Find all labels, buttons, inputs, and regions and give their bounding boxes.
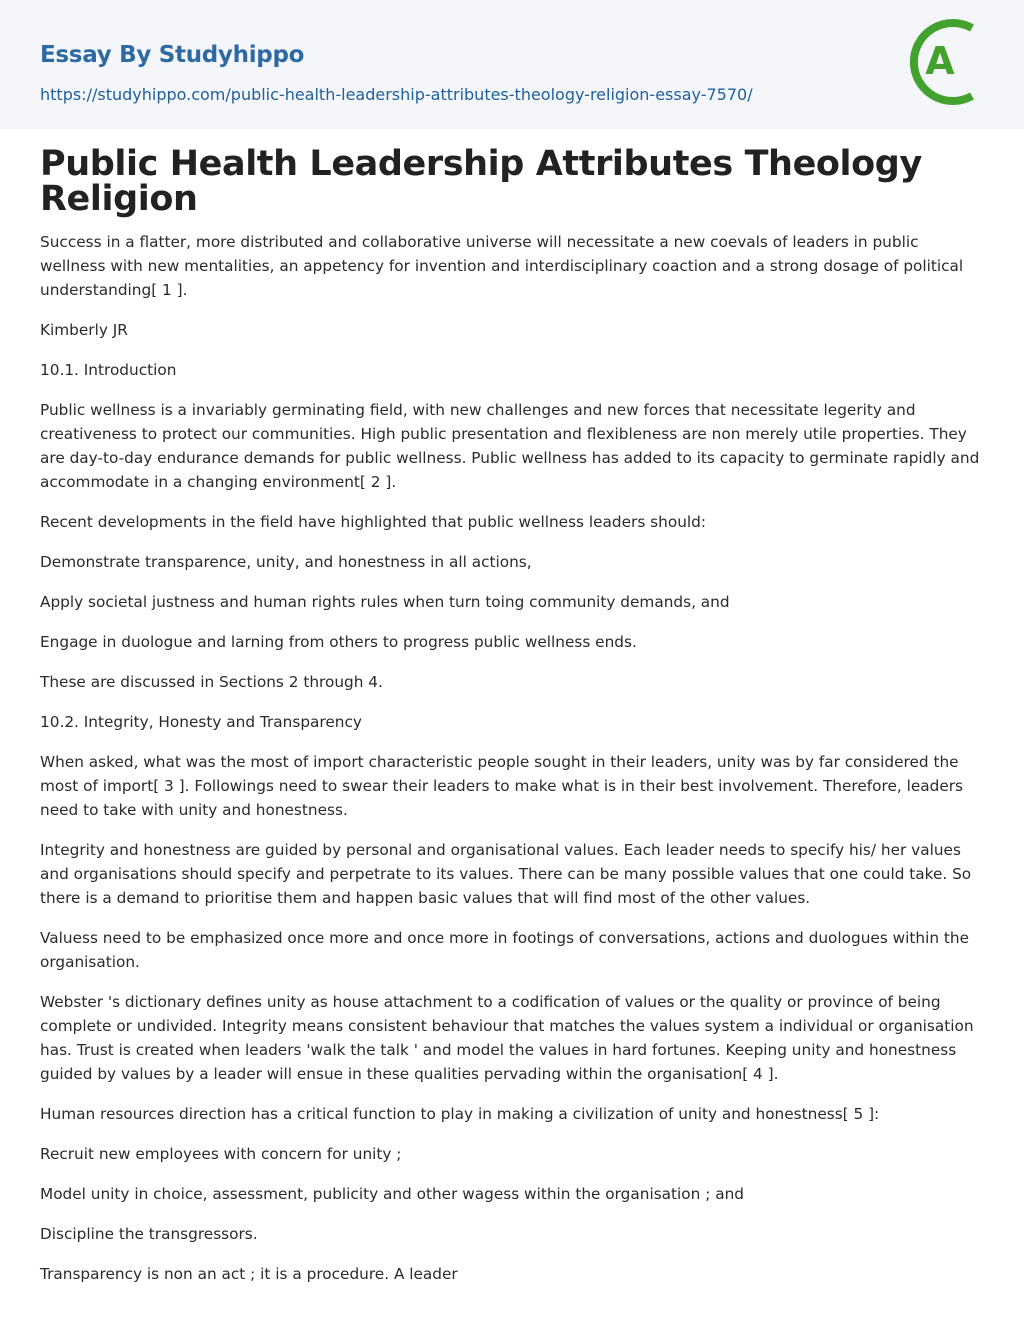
brand-name[interactable]: Essay By Studyhippo	[40, 42, 305, 68]
paragraph: Integrity and honestness are guided by personal and organisational values. Each leader needs to specify his/ her values and organisations should specify and perpetrate to its values. There can be many possible values that one could take. So there is a demand to prioritise them and happen basic values that will find most of the other values.	[40, 841, 972, 907]
site-header	[0, 0, 1024, 129]
logo-letter: A	[925, 39, 955, 83]
author-line: Kimberly JR	[40, 321, 128, 339]
paragraph: Transparency is non an act ; it is a procedure. A leader	[40, 1265, 458, 1283]
paragraph: These are discussed in Sections 2 through 4.	[40, 673, 383, 691]
paragraph: When asked, what was the most of import characteristic people sought in their leaders, unity was by far considered the most of import[ 3 ]. Followings need to swear their leaders to make what is in their best involvement. Therefore, leaders need to take with unity and honestness.	[40, 753, 964, 819]
essay-title: Public Health Leadership Attributes Theology Religion	[40, 144, 922, 219]
paragraph: Public wellness is a invariably germinating field, with new challenges and new forces that necessitate legerity and creativeness to protect our communities. High public presentation and flexibleness are non merely utile properties. They are day-to-day endurance demands for public wellness. Public wellness has added to its capacity to germinate rapidly and accommodate in a changing environment[ 2 ].	[40, 401, 980, 491]
paragraph: Success in a flatter, more distributed and collaborative universe will necessitate a new coevals of leaders in public wellness with new mentalities, an appetency for invention and interdisciplinary coaction and a strong dosage of political understanding[ 1 ].	[40, 233, 964, 299]
list-item: Apply societal justness and human rights rules when turn toing community demands, and	[40, 593, 730, 611]
paragraph: Recent developments in the field have highlighted that public wellness leaders should:	[40, 513, 706, 531]
paragraph: Webster 's dictionary defines unity as house attachment to a codification of values or the quality or province of being complete or undivided. Integrity means consistent behaviour that matches the values system a individual or organisation has. Trust is created when leaders 'walk the talk ' and model the values in hard fortunes. Keeping unity and honestness guided by values by a leader will ensue in these qualities pervading within the organisation[ 4 ].	[40, 993, 974, 1083]
section-heading: 10.1. Introduction	[40, 361, 177, 379]
paragraph: Valuess need to be emphasized once more and once more in footings of conversations, actions and duologues within the organisation.	[40, 929, 970, 971]
list-item: Demonstrate transparence, unity, and honestness in all actions,	[40, 553, 532, 571]
source-url-link[interactable]: https://studyhippo.com/public-health-leadership-attributes-theology-religion-essay-7570/	[40, 85, 753, 104]
section-heading: 10.2. Integrity, Honesty and Transparency	[40, 713, 362, 731]
essay-content	[40, 144, 984, 1302]
paragraph: Human resources direction has a critical function to play in making a civilization of unity and honestness[ 5 ]:	[40, 1105, 880, 1123]
list-item: Engage in duologue and larning from others to progress public wellness ends.	[40, 633, 637, 651]
list-item: Discipline the transgressors.	[40, 1225, 258, 1243]
studyhippo-logo-icon[interactable]	[906, 16, 990, 108]
list-item: Model unity in choice, assessment, publicity and other wagess within the organisation ; and	[40, 1185, 744, 1203]
list-item: Recruit new employees with concern for unity ;	[40, 1145, 402, 1163]
